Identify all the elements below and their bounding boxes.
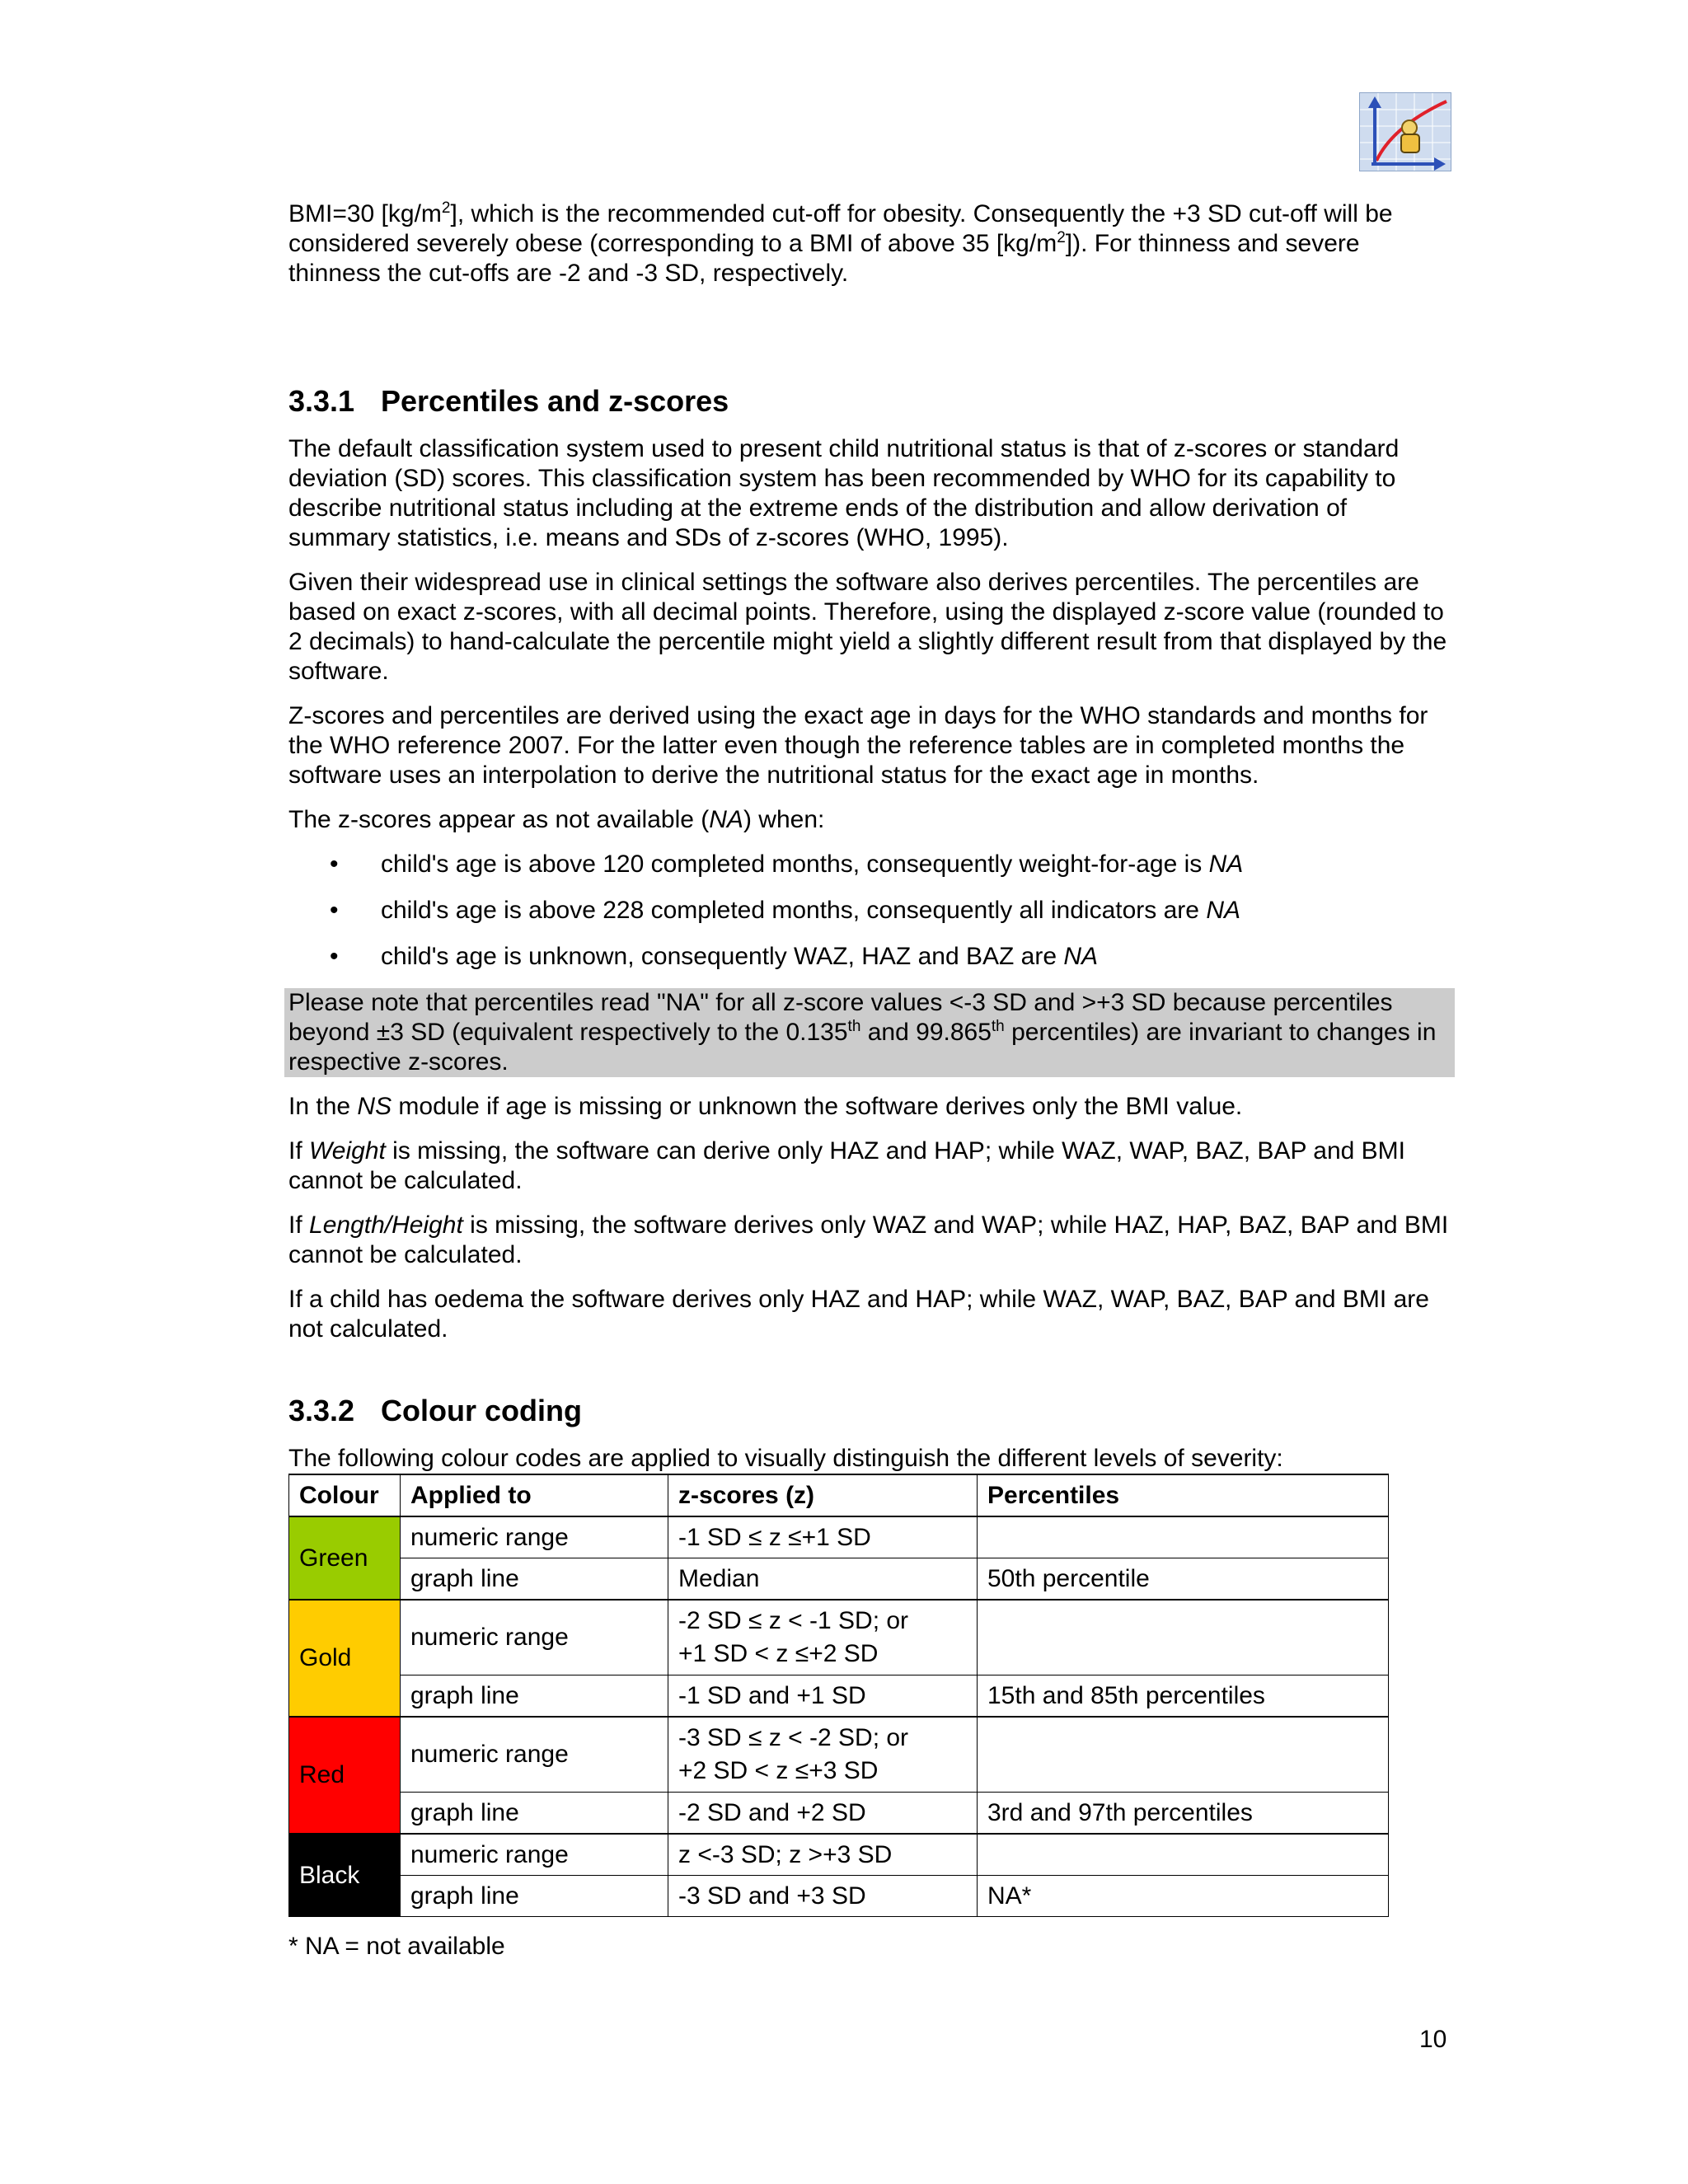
section-331-p2: Given their widespread use in clinical settings the software also derives percentiles. The percentiles are based on exact z-scores, with all decimal points. Therefore, using the displayed z-score value (rounded to 2 decimals) to hand-calculate the percentile might yield a slightly different result from that displayed by the software. bbox=[288, 569, 1447, 685]
list-item: • child's age is above 120 completed months, consequently weight-for-age is NA bbox=[330, 851, 1244, 878]
applied-to-cell: graph line bbox=[401, 1675, 668, 1718]
applied-to-cell: numeric range bbox=[401, 1834, 668, 1876]
section-331-p5: In the NS module if age is missing or unknown the software derives only the BMI value. bbox=[288, 1093, 1243, 1120]
percentile-cell bbox=[978, 1834, 1389, 1876]
z-score-line: +2 SD < z ≤+3 SD bbox=[678, 1757, 879, 1784]
applied-to-cell: graph line bbox=[401, 1876, 668, 1917]
z-score-cell bbox=[668, 1675, 978, 1718]
colour-swatch-cell: Black bbox=[289, 1834, 401, 1917]
percentile-cell bbox=[978, 1516, 1389, 1558]
section-331-p1: The default classification system used to present child nutritional status is that of z-scores or standard deviation (SD) scores. This classification system has been recommended by WHO for its capability to describe nutritional status including at the extreme ends of the distribution and allow derivation of summary statistics, i.e. means and SDs of z-scores (WHO, 1995). bbox=[288, 435, 1400, 551]
percentile-note: Please note that percentiles read "NA" for all z-score values <-3 SD and >+3 SD because percentiles beyond ±3 SD (equivalent respectively to the 0.135th and 99.865th percentiles) are invariant to changes in respective z-scores. bbox=[284, 988, 1455, 1077]
z-score-line: -3 SD ≤ z < -2 SD; or bbox=[678, 1724, 909, 1751]
z-score-line: -2 SD and +2 SD bbox=[678, 1798, 866, 1826]
z-score-cell bbox=[668, 1558, 978, 1601]
table-header: Percentiles bbox=[978, 1474, 1389, 1516]
table-body bbox=[289, 1516, 1389, 1917]
table-row bbox=[289, 1717, 1389, 1793]
colour-swatch-cell: Green bbox=[289, 1516, 401, 1600]
bullet-icon: • bbox=[330, 851, 339, 878]
z-score-cell bbox=[668, 1717, 978, 1793]
applied-to-cell: numeric range bbox=[401, 1717, 668, 1793]
section-332-intro: The following colour codes are applied to visually distinguish the different levels of severity: bbox=[288, 1445, 1283, 1472]
section-331-heading: 3.3.1 Percentiles and z-scores bbox=[288, 384, 729, 418]
applied-to-cell: graph line bbox=[401, 1793, 668, 1835]
colour-coding-table bbox=[288, 1474, 1389, 1917]
z-score-line: -2 SD ≤ z < -1 SD; or bbox=[678, 1607, 909, 1634]
table-header-row bbox=[289, 1474, 1389, 1516]
z-score-line: -1 SD ≤ z ≤+1 SD bbox=[678, 1523, 871, 1551]
section-331-p6: If Weight is missing, the software can derive only HAZ and HAP; while WAZ, WAP, BAZ, BAP and BMI cannot be calculated. bbox=[288, 1137, 1405, 1194]
percentile-cell: 50th percentile bbox=[978, 1558, 1389, 1601]
applied-to-cell: numeric range bbox=[401, 1516, 668, 1558]
z-score-line: z <-3 SD; z >+3 SD bbox=[678, 1840, 893, 1868]
table-footnote: * NA = not available bbox=[288, 1933, 505, 1960]
z-score-cell bbox=[668, 1793, 978, 1835]
section-331-p7: If Length/Height is missing, the software derives only WAZ and WAP; while HAZ, HAP, BAZ, BAP and BMI cannot be calculated. bbox=[288, 1212, 1449, 1268]
section-332-heading: 3.3.2 Colour coding bbox=[288, 1394, 582, 1427]
applied-to-cell: numeric range bbox=[401, 1600, 668, 1675]
page-number: 10 bbox=[1419, 2026, 1447, 2053]
z-score-cell bbox=[668, 1600, 978, 1675]
z-score-cell bbox=[668, 1516, 978, 1558]
table-row bbox=[289, 1876, 1389, 1917]
table-row bbox=[289, 1793, 1389, 1835]
z-score-line: -3 SD and +3 SD bbox=[678, 1882, 866, 1910]
percentile-cell: 3rd and 97th percentiles bbox=[978, 1793, 1389, 1835]
section-331-p3: Z-scores and percentiles are derived using the exact age in days for the WHO standards and months for the WHO reference 2007. For the latter even though the reference tables are in completed months the software uses an interpolation to derive the nutritional status for the exact age in months. bbox=[288, 702, 1428, 789]
percentile-cell: NA* bbox=[978, 1876, 1389, 1917]
table-header: Applied to bbox=[401, 1474, 668, 1516]
z-score-line: -1 SD and +1 SD bbox=[678, 1681, 866, 1709]
table-header: z-scores (z) bbox=[668, 1474, 978, 1516]
table-row bbox=[289, 1600, 1389, 1675]
z-score-cell bbox=[668, 1876, 978, 1917]
z-score-line: +1 SD < z ≤+2 SD bbox=[678, 1640, 879, 1667]
table-header: Colour bbox=[289, 1474, 401, 1516]
percentile-cell: 15th and 85th percentiles bbox=[978, 1675, 1389, 1718]
list-item: • child's age is above 228 completed months, consequently all indicators are NA bbox=[330, 897, 1240, 924]
intro-paragraph: BMI=30 $[kg/m^2]$, which is the recommended cut-off for obesity. Consequently the +3 SD cut-off will be considered severely obese (corresponding to a BMI of above 35 $[kg/m^2]$). For thinness and severe thinness the cut-offs are -2 and -3 SD, respectively. bbox=[288, 199, 1393, 287]
table-row bbox=[289, 1675, 1389, 1718]
z-score-line: Median bbox=[678, 1564, 760, 1592]
percentile-cell bbox=[978, 1600, 1389, 1675]
na-conditions-list bbox=[288, 850, 1451, 972]
section-331-p8: If a child has oedema the software derives only HAZ and HAP; while WAZ, WAP, BAZ, BAP and BMI are not calculated. bbox=[288, 1286, 1429, 1343]
bullet-icon: • bbox=[330, 943, 339, 970]
section-331-p4: The z-scores appear as not available (NA) when: bbox=[288, 806, 825, 833]
table-row bbox=[289, 1558, 1389, 1601]
applied-to-cell: graph line bbox=[401, 1558, 668, 1601]
bullet-icon: • bbox=[330, 897, 339, 924]
table-row bbox=[289, 1834, 1389, 1876]
list-item: • child's age is unknown, consequently WAZ, HAZ and BAZ are NA bbox=[330, 943, 1099, 970]
colour-swatch-cell: Gold bbox=[289, 1600, 401, 1717]
z-score-cell bbox=[668, 1834, 978, 1876]
table-row bbox=[289, 1516, 1389, 1558]
growth-chart-logo-icon bbox=[1359, 92, 1451, 171]
percentile-cell bbox=[978, 1717, 1389, 1793]
colour-swatch-cell: Red bbox=[289, 1717, 401, 1834]
page-content bbox=[288, 199, 1451, 1976]
